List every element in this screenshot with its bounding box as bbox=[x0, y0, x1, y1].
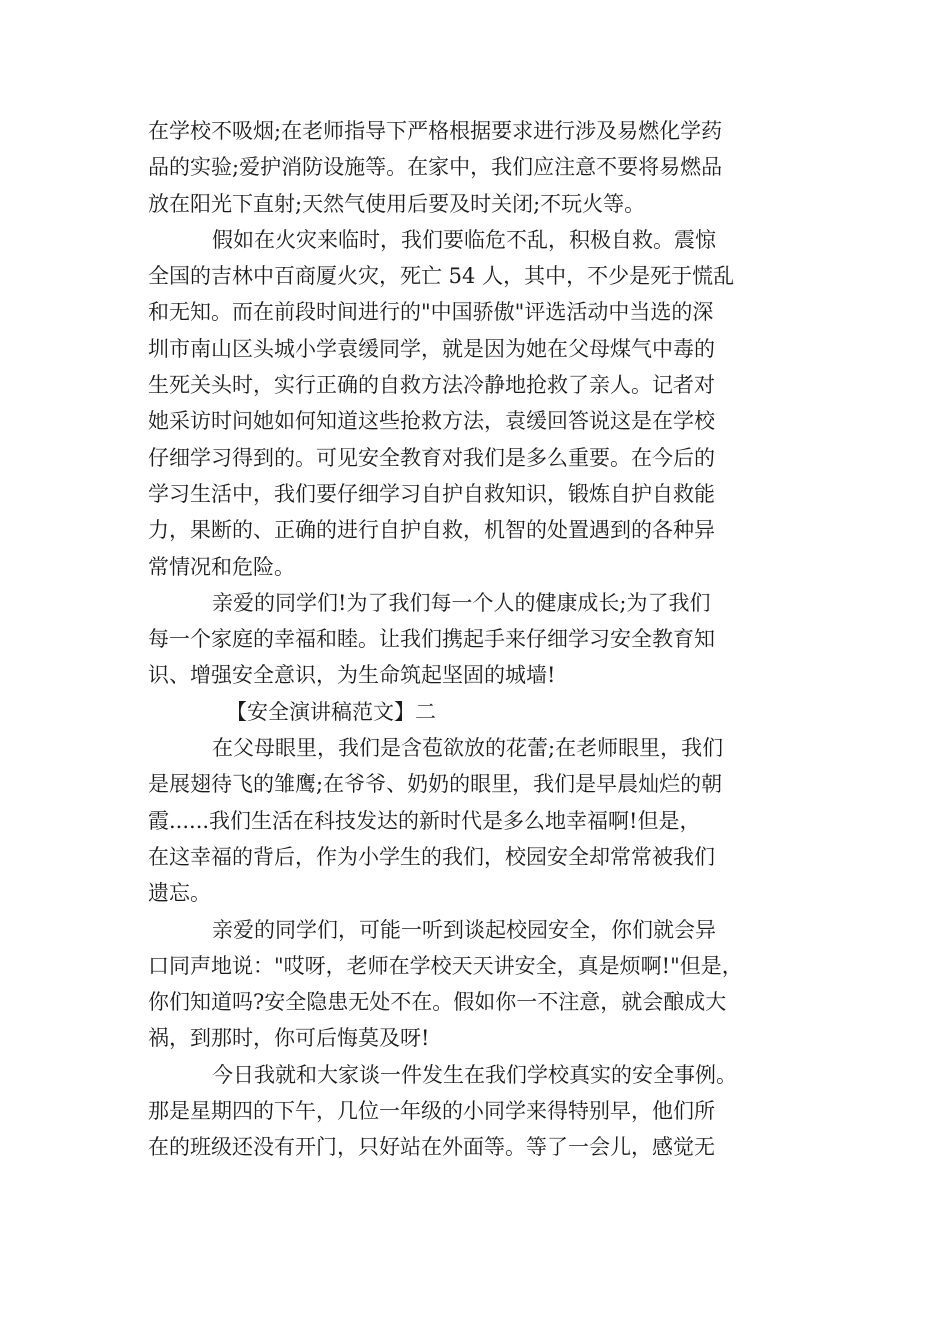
text-line: 力，果断的、正确的进行自护自救，机智的处置遇到的各种异 bbox=[148, 518, 715, 543]
text-line: 常情况和危险。 bbox=[148, 554, 295, 579]
text-line: 品的实验;爱护消防设施等。在家中，我们应注意不要将易燃品 bbox=[148, 155, 723, 180]
text-line: 亲爱的同学们，可能一听到谈起校园安全，你们就会异 bbox=[212, 917, 716, 942]
document-body bbox=[148, 113, 808, 1166]
text-line: 那是星期四的下午，几位一年级的小同学来得特别早，他们所 bbox=[148, 1099, 715, 1124]
text-line: 霞......我们生活在科技发达的新时代是多么地幸福啊!但是， bbox=[148, 808, 701, 833]
text-line: 每一个家庭的幸福和睦。让我们携起手来仔细学习安全教育知 bbox=[148, 627, 715, 652]
text-line: 口同声地说："哎呀，老师在学校天天讲安全，真是烦啊!"但是， bbox=[148, 953, 743, 978]
text-line: 生死关头时，实行正确的自救方法冷静地抢救了亲人。记者对 bbox=[148, 373, 715, 398]
text-line: 和无知。而在前段时间进行的"中国骄傲"评选活动中当选的深 bbox=[148, 300, 714, 325]
text-line: 在父母眼里，我们是含苞欲放的花蕾;在老师眼里，我们 bbox=[212, 736, 724, 761]
text-line: 在学校不吸烟;在老师指导下严格根据要求进行涉及易燃化学药 bbox=[148, 119, 723, 143]
text-line: 全国的吉林中百商厦火灾，死亡 54 人，其中，不少是死于慌乱 bbox=[148, 264, 735, 289]
text-line: 是展翅待飞的雏鹰;在爷爷、奶奶的眼里，我们是早晨灿烂的朝 bbox=[148, 772, 723, 797]
text-line: 在这幸福的背后，作为小学生的我们，校园安全却常常被我们 bbox=[148, 844, 715, 869]
section-heading: 【安全演讲稿范文】二 bbox=[226, 699, 436, 724]
text-line: 祸，到那时，你可后悔莫及呀! bbox=[148, 1026, 430, 1051]
text-line: 今日我就和大家谈一件发生在我们学校真实的安全事例。 bbox=[212, 1062, 737, 1087]
text-line: 她采访时问她如何知道这些抢救方法，袁缓回答说这是在学校 bbox=[148, 409, 715, 434]
text-line: 仔细学习得到的。可见安全教育对我们是多么重要。在今后的 bbox=[148, 445, 715, 470]
text-line: 识、增强安全意识，为生命筑起坚固的城墙! bbox=[148, 663, 556, 688]
text-line: 亲爱的同学们!为了我们每一个人的健康成长;为了我们 bbox=[212, 590, 711, 615]
text-line: 圳市南山区头城小学袁缓同学，就是因为她在父母煤气中毒的 bbox=[148, 336, 715, 361]
text-line: 学习生活中，我们要仔细学习自护自救知识，锻炼自护自救能 bbox=[148, 481, 715, 506]
text-line: 遗忘。 bbox=[148, 881, 211, 906]
text-line: 假如在火灾来临时，我们要临危不乱，积极自救。震惊 bbox=[212, 227, 716, 252]
text-line: 在的班级还没有开门，只好站在外面等。等了一会儿，感觉无 bbox=[148, 1135, 715, 1160]
text-line: 放在阳光下直射;天然气使用后要及时关闭;不玩火等。 bbox=[148, 191, 646, 216]
text-line: 你们知道吗?安全隐患无处不在。假如你一不注意，就会酿成大 bbox=[148, 990, 727, 1015]
